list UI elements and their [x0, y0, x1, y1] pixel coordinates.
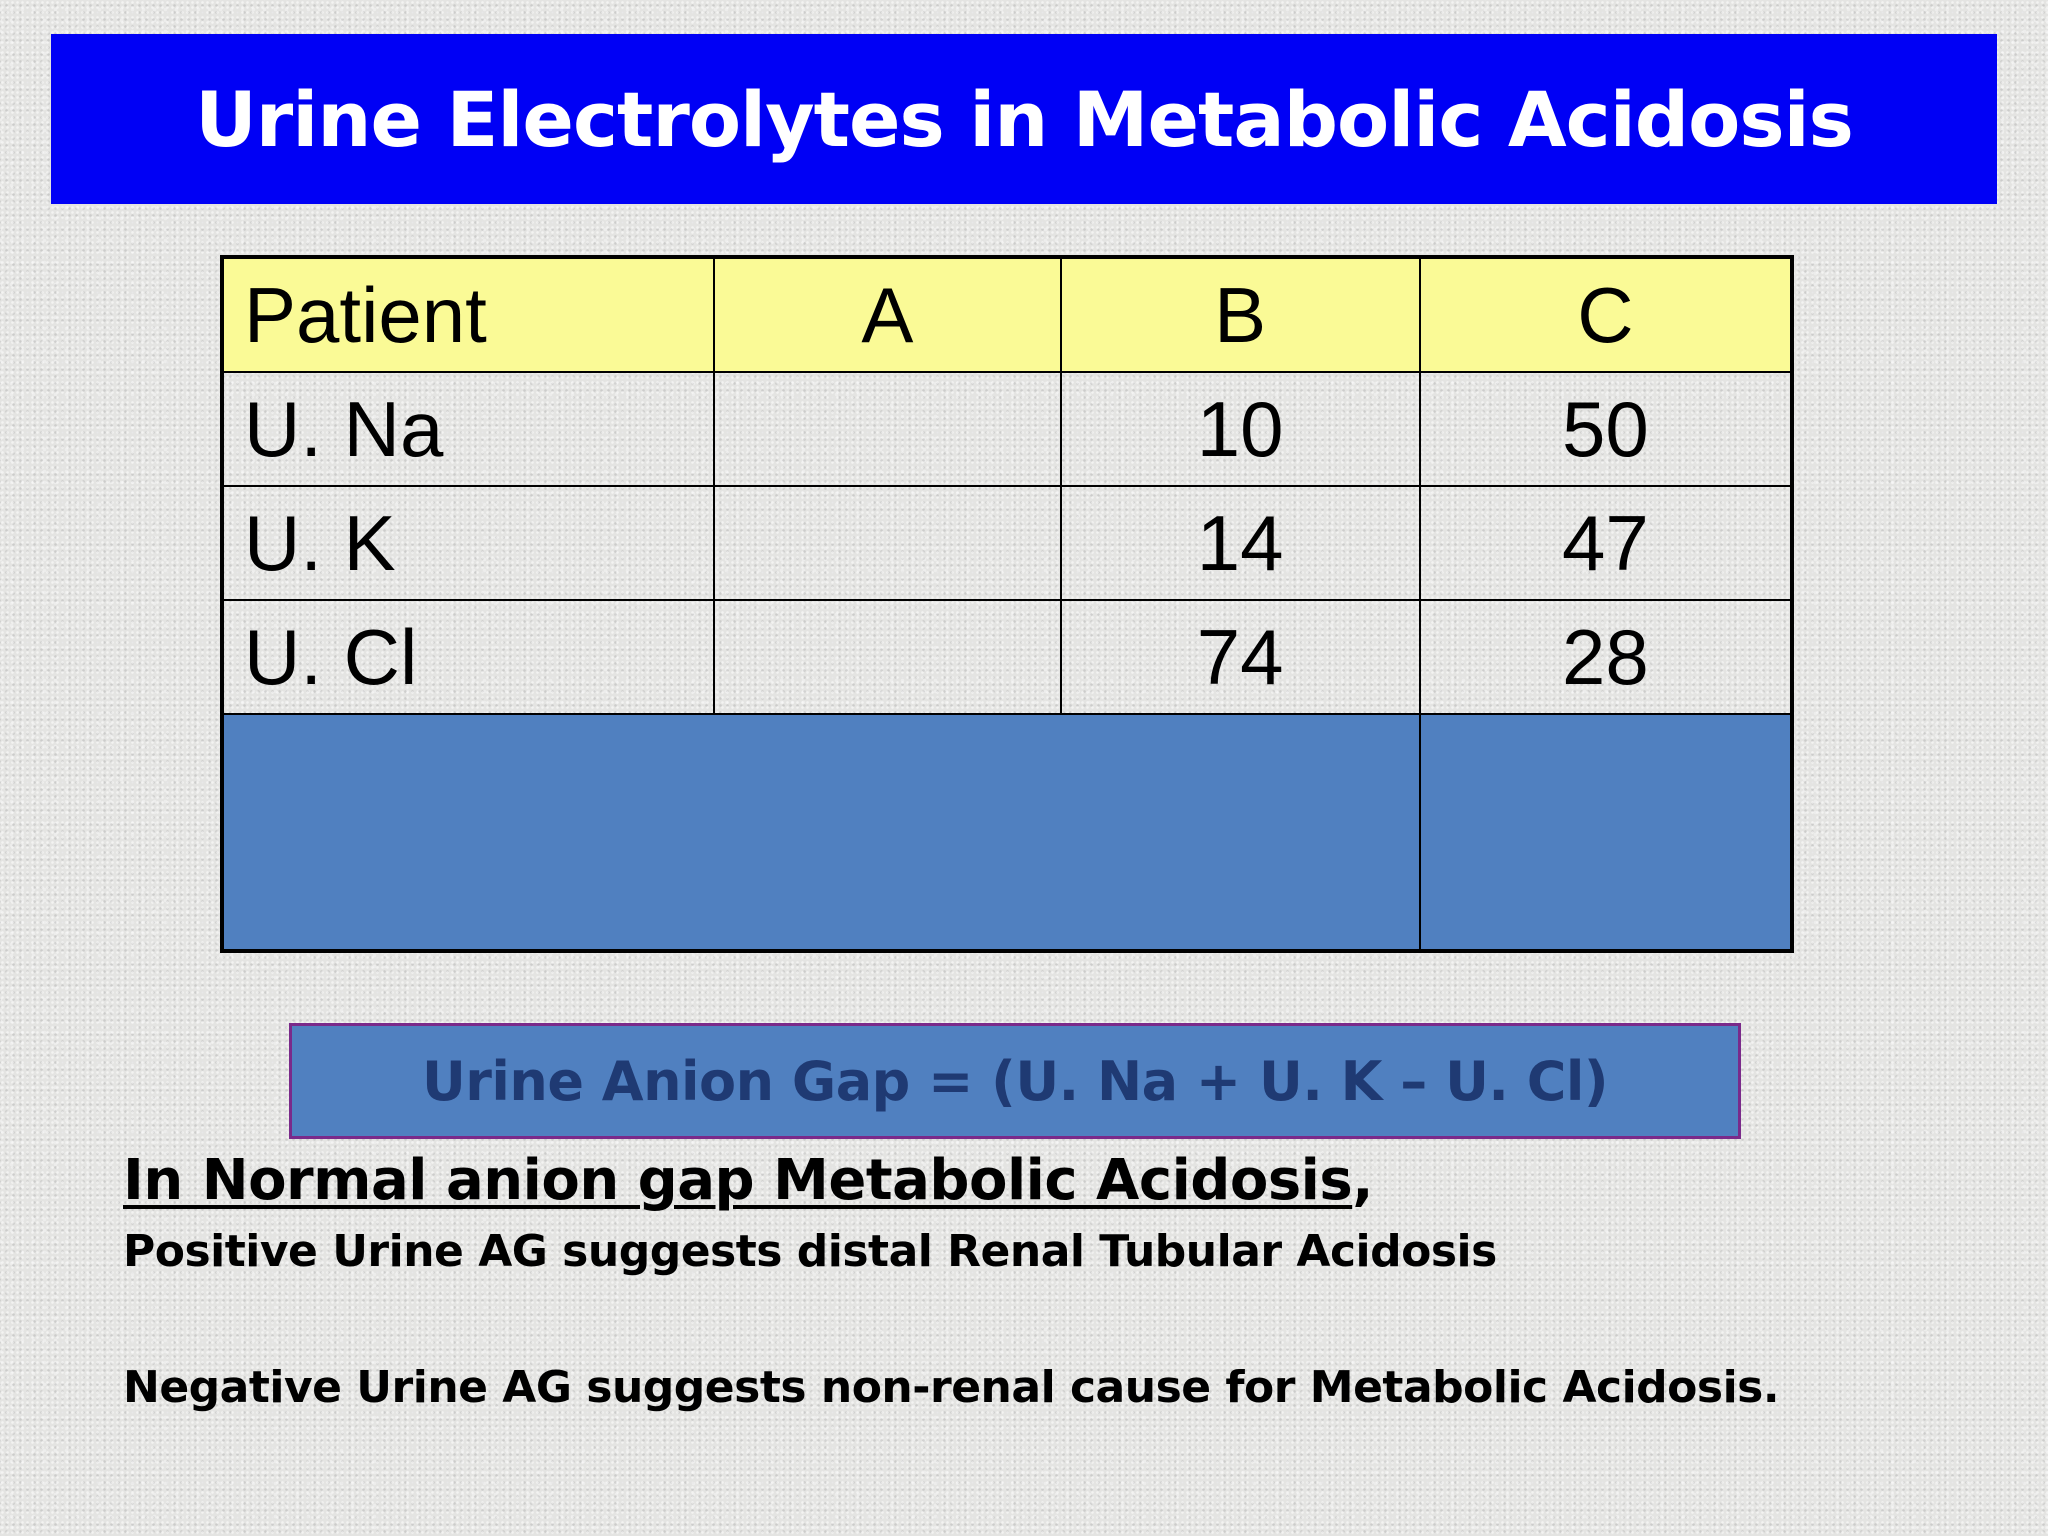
- cell-u-k-a: [714, 486, 1060, 600]
- table-header-row: [222, 257, 1792, 372]
- note-negative-urine-ag: Negative Urine AG suggests non-renal cause for Metabolic Acidosis.: [123, 1362, 1780, 1413]
- cell-u-cl-b: 74: [1061, 600, 1420, 714]
- slide-title: Urine Electrolytes in Metabolic Acidosis: [195, 74, 1853, 164]
- header-cell-b: B: [1061, 257, 1420, 372]
- cell-u-na-a: [714, 372, 1060, 486]
- table-row: [222, 486, 1792, 600]
- row-label-u-na: U. Na: [222, 372, 714, 486]
- row-label-u-cl: U. Cl: [222, 600, 714, 714]
- header-cell-patient: Patient: [222, 257, 714, 372]
- note-positive-urine-ag: Positive Urine AG suggests distal Renal Tubular Acidosis: [123, 1226, 1497, 1277]
- cell-u-na-b: 10: [1061, 372, 1420, 486]
- cell-u-na-c: 50: [1420, 372, 1792, 486]
- footer-cell-c: [1420, 714, 1792, 951]
- formula-box: [289, 1023, 1741, 1139]
- electrolytes-table: [220, 255, 1794, 953]
- title-bar: [51, 34, 1997, 204]
- formula-text: Urine Anion Gap = (U. Na + U. K – U. Cl): [421, 1049, 1609, 1113]
- header-cell-c: C: [1420, 257, 1792, 372]
- section-heading-text: In Normal anion gap Metabolic Acidosis: [123, 1148, 1353, 1213]
- table-row: [222, 372, 1792, 486]
- cell-u-cl-a: [714, 600, 1060, 714]
- section-heading: [123, 1148, 1373, 1213]
- footer-cell-merged: [222, 714, 1420, 951]
- table-row: [222, 600, 1792, 714]
- section-heading-suffix: ,: [1352, 1148, 1373, 1213]
- header-cell-a: A: [714, 257, 1060, 372]
- table-blue-footer-row: [222, 714, 1792, 951]
- cell-u-k-c: 47: [1420, 486, 1792, 600]
- cell-u-cl-c: 28: [1420, 600, 1792, 714]
- row-label-u-k: U. K: [222, 486, 714, 600]
- cell-u-k-b: 14: [1061, 486, 1420, 600]
